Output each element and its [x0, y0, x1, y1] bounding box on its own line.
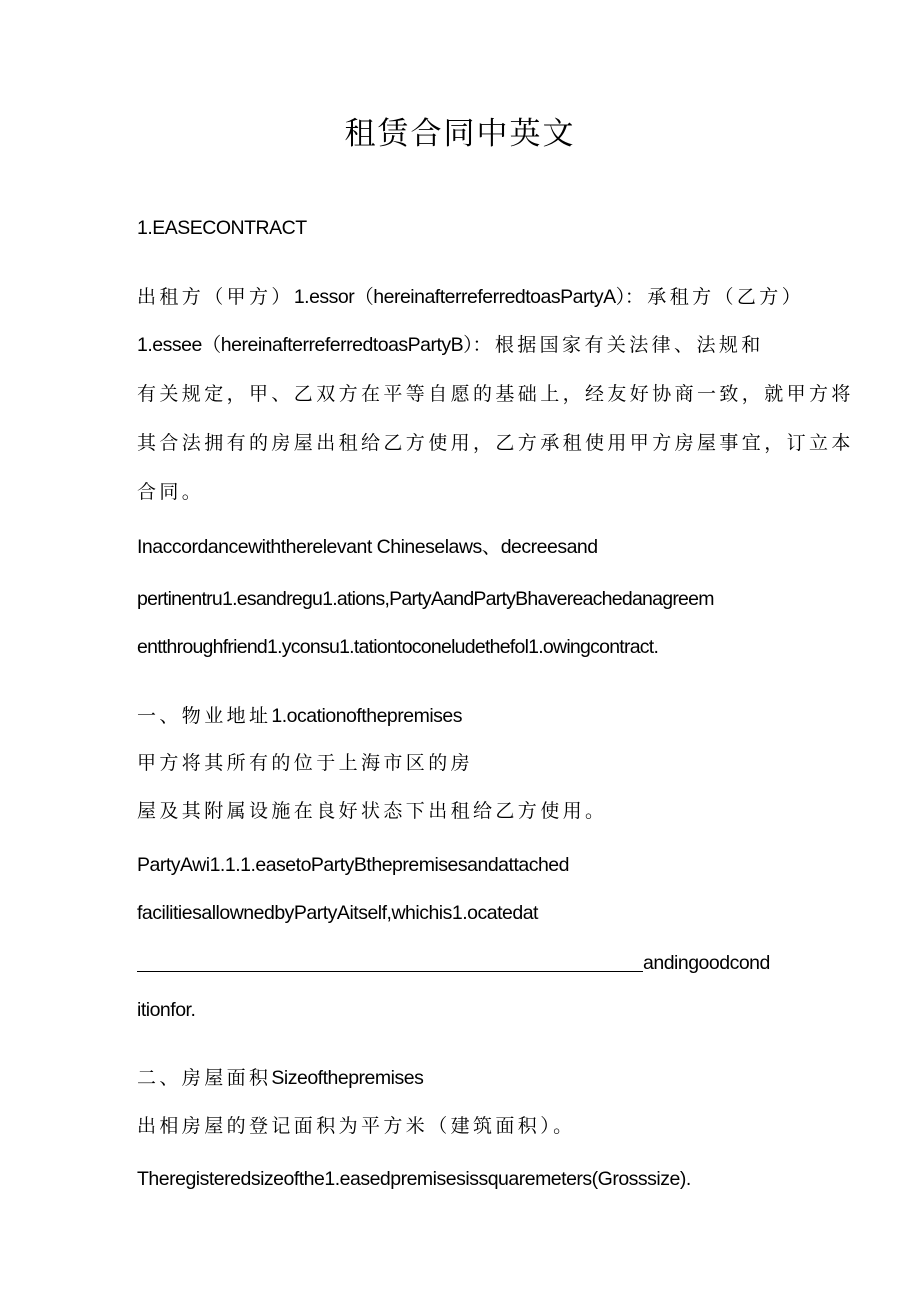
- contract-heading: 1.EASECONTRACT: [137, 217, 307, 239]
- address-blank-underline: [137, 951, 643, 972]
- section-1-en-line-4: itionfor.: [137, 999, 196, 1021]
- intro-line-4: 其合法拥有的房屋出租给乙方使用，乙方承租使用甲方房屋事宜，订立本: [137, 432, 854, 454]
- section-1-en-line-1: PartyAwi1.1.1.easetoPartyBthepremisesandattached: [137, 854, 569, 876]
- intro-line-2: [137, 332, 764, 358]
- section-2-heading-en: Sizeofthepremises: [271, 1067, 424, 1089]
- section-1-heading-en: 1.ocationofthepremises: [271, 705, 463, 727]
- document-title: 租赁合同中英文: [344, 116, 576, 152]
- intro-line-5: 合同。: [137, 481, 205, 503]
- section-2-en-line-1: Theregisteredsizeofthe1.easedpremisesissquaremeters(Grosssize).: [137, 1168, 691, 1190]
- section-2-heading-cn: 二、房屋面积: [137, 1067, 272, 1089]
- section-2-cn-line-1: 出相房屋的登记面积为平方米（建筑面积）。: [137, 1115, 576, 1137]
- intro-lessor-en: 1.essor（hereinafterreferredtoasPartyA）: [293, 286, 625, 308]
- intro-en-line-2: pertinentru1.esandregu1.ations,PartyAandPartyBhavereachedanagreem: [137, 588, 714, 610]
- intro-line-3: 有关规定，甲、乙双方在平等自愿的基础上，经友好协商一致，就甲方将: [137, 383, 854, 405]
- intro-line-1: [137, 284, 804, 310]
- section-1-cn-line-2: 屋及其附属设施在良好状态下出租给乙方使用。: [137, 800, 608, 822]
- section-1-en-line-2: facilitiesallownedbyPartyAitself,whichis1.ocatedat: [137, 902, 538, 924]
- intro-en-line-3: entthroughfriend1.yconsu1.tationtoconeludethefol1.owingcontract.: [137, 636, 659, 658]
- section-2-heading: [137, 1065, 423, 1091]
- intro-lessor-label: 出租方（甲方）: [137, 286, 294, 308]
- intro-lessee-label: ：承租方（乙方）: [624, 286, 805, 308]
- intro-lessee-en: 1.essee（hereinafterreferredtoasPartyB）: [137, 334, 473, 356]
- intro-line-2-cn: ：根据国家有关法律、法规和: [472, 334, 764, 356]
- section-1-en-line-3: [137, 950, 770, 976]
- section-1-en-line-3-text: andingoodcond: [643, 952, 770, 974]
- section-1-heading: [137, 703, 462, 729]
- section-1-heading-cn: 一、物业地址: [137, 705, 272, 727]
- section-1-cn-line-1: 甲方将其所有的位于上海市区的房: [137, 752, 474, 774]
- intro-en-line-1: Inaccordancewiththerelevant Chineselaws、decreesand: [137, 536, 598, 558]
